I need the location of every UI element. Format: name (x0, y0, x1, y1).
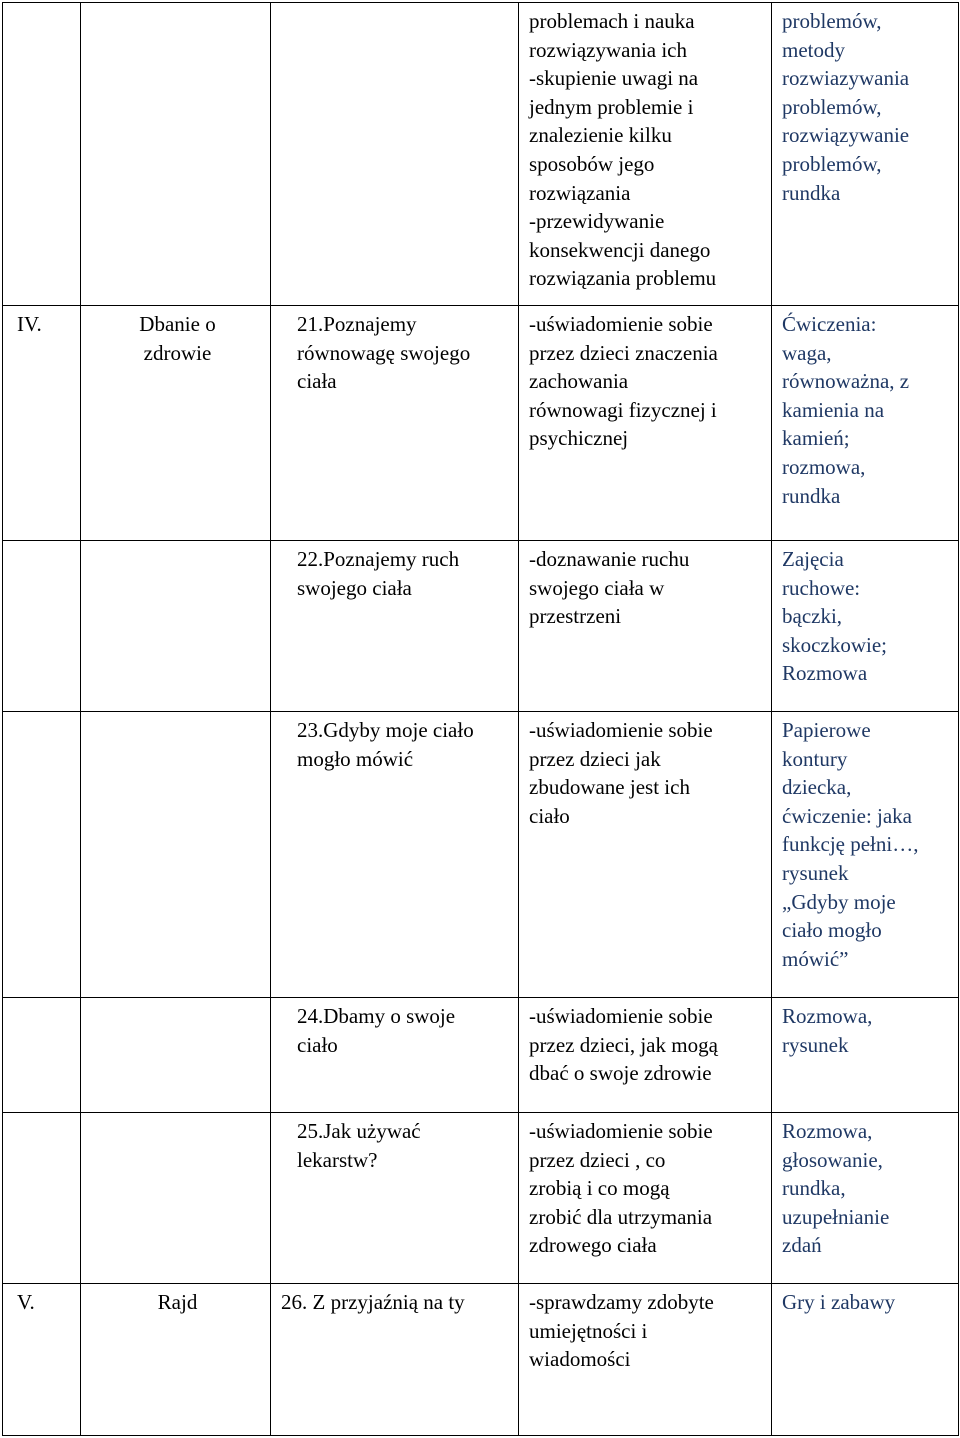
lesson-topic-cell (271, 1284, 519, 1436)
cell-text-line: Rozmowa, (782, 1004, 873, 1028)
cell-text-line: Ćwiczenia: (782, 312, 877, 336)
cell-text-line: -przewidywanie (529, 209, 665, 234)
cell-text-line: przez dzieci , co (529, 1147, 666, 1172)
lesson-goal-cell (519, 3, 772, 306)
cell-text-line: kamień; (782, 426, 850, 451)
table-row (3, 1284, 959, 1436)
cell-text-line: Papierowe (782, 718, 871, 742)
lesson-topic-cell (271, 1113, 519, 1284)
table-row (3, 712, 959, 998)
cell-text-line: rozwiązywania ich (529, 37, 688, 62)
cell-text-line: funkcję pełni…, (782, 832, 919, 857)
cell-text-line: rundka (782, 180, 841, 205)
lesson-method-cell (772, 541, 959, 712)
cell-text-line: -uświadomienie sobie (529, 312, 713, 336)
cell-text-line: IV. (17, 312, 42, 336)
thematic-block-cell (81, 998, 271, 1113)
cell-text-line: Rozmowa, (782, 1119, 873, 1143)
cell-text-line: konsekwencji danego (529, 237, 711, 262)
cell-text-line: swojego ciała (297, 575, 412, 600)
lesson-method-cell (772, 306, 959, 541)
cell-text-line: Rajd (157, 1290, 198, 1314)
lesson-goal-cell (519, 541, 772, 712)
cell-text-line: problemów, (782, 151, 882, 176)
cell-text-line: dbać o swoje zdrowie (529, 1061, 712, 1086)
lesson-goal-cell (519, 306, 772, 541)
lesson-method-cell (772, 712, 959, 998)
cell-text-line: przez dzieci znaczenia (529, 340, 718, 365)
cell-text-line: przez dzieci jak (529, 746, 661, 771)
cell-text-line: rozwiazywania (782, 66, 910, 91)
cell-text-line: przestrzeni (529, 604, 622, 629)
lesson-goal-cell (519, 712, 772, 998)
cell-text-line: problemach i nauka (529, 9, 695, 33)
cell-text-line: 26. Z przyjaźnią na ty (281, 1290, 465, 1314)
cell-text-line: rozwiązywanie (782, 123, 910, 148)
cell-text-line: 23.Gdyby moje ciało (297, 718, 474, 742)
section-number-cell (3, 998, 81, 1113)
lesson-topic-cell (271, 998, 519, 1113)
cell-text-line: -uświadomienie sobie (529, 1119, 713, 1143)
section-number-cell (3, 712, 81, 998)
cell-text-line: psychicznej (529, 426, 629, 451)
lesson-topic-cell (271, 541, 519, 712)
cell-text-line: zachowania (529, 369, 629, 394)
cell-text-line: -uświadomienie sobie (529, 1004, 713, 1028)
cell-text-line: bączki, (782, 604, 843, 629)
section-number-cell (3, 306, 81, 541)
thematic-block-cell (81, 306, 271, 541)
cell-text-line: wiadomości (529, 1347, 631, 1372)
cell-text-line: zdrowie (143, 340, 212, 365)
cell-text-line: ciało (297, 1032, 338, 1057)
section-number-cell (3, 1113, 81, 1284)
cell-text-line: zrobić dla utrzymania (529, 1204, 713, 1229)
lesson-method-cell (772, 1113, 959, 1284)
cell-text-line: Dbanie o (139, 312, 216, 336)
thematic-block-cell (81, 3, 271, 306)
cell-text-line: Gry i zabawy (782, 1290, 896, 1314)
cell-text-line: waga, (782, 340, 832, 365)
thematic-block-cell (81, 1284, 271, 1436)
section-number-cell (3, 541, 81, 712)
thematic-block-cell (81, 712, 271, 998)
cell-text-line: 24.Dbamy o swoje (297, 1004, 456, 1028)
lesson-plan-table (2, 2, 959, 1436)
lesson-goal-cell (519, 1113, 772, 1284)
cell-text-line: sposobów jego (529, 151, 655, 176)
cell-text-line: -sprawdzamy zdobyte (529, 1290, 714, 1314)
lesson-topic-cell (271, 306, 519, 541)
cell-text-line: problemów, (782, 94, 882, 119)
lesson-goal-cell (519, 998, 772, 1113)
cell-text-line: równowagi fizycznej i (529, 397, 717, 422)
cell-text-line: 21.Poznajemy (297, 312, 417, 336)
cell-text-line: przez dzieci, jak mogą (529, 1032, 718, 1057)
lesson-method-cell (772, 998, 959, 1113)
cell-text-line: ćwiczenie: jaka (782, 803, 912, 828)
lesson-topic-cell (271, 712, 519, 998)
thematic-block-cell (81, 541, 271, 712)
cell-text-line: 25.Jak używać (297, 1119, 421, 1143)
cell-text-line: mogło mówić (297, 746, 414, 771)
table-row (3, 998, 959, 1113)
cell-text-line: rysunek (782, 1032, 849, 1057)
cell-text-line: skoczkowie; (782, 632, 887, 657)
cell-text-line: rysunek (782, 860, 849, 885)
lesson-plan-body (3, 3, 959, 1436)
cell-text-line: mówić” (782, 946, 849, 971)
cell-text-line: -skupienie uwagi na (529, 66, 699, 91)
section-number-cell (3, 3, 81, 306)
cell-text-line: zbudowane jest ich (529, 775, 690, 800)
cell-text-line: jednym problemie i (529, 94, 694, 119)
cell-text-line: rundka (782, 483, 841, 508)
table-row (3, 306, 959, 541)
lesson-method-cell (772, 1284, 959, 1436)
cell-text-line: 22.Poznajemy ruch (297, 547, 460, 571)
thematic-block-cell (81, 1113, 271, 1284)
cell-text-line: Rozmowa (782, 661, 868, 686)
cell-text-line: rozwiązania (529, 180, 631, 205)
cell-text-line: metody (782, 37, 845, 62)
lesson-goal-cell (519, 1284, 772, 1436)
lesson-method-cell (772, 3, 959, 306)
cell-text-line: -uświadomienie sobie (529, 718, 713, 742)
cell-text-line: problemów, (782, 9, 882, 33)
cell-text-line: zdań (782, 1233, 822, 1258)
cell-text-line: zdrowego ciała (529, 1233, 657, 1258)
cell-text-line: uzupełnianie (782, 1204, 890, 1229)
cell-text-line: lekarstw? (297, 1147, 378, 1172)
cell-text-line: równoważna, z (782, 369, 910, 394)
lesson-topic-cell (271, 3, 519, 306)
cell-text-line: swojego ciała w (529, 575, 665, 600)
cell-text-line: rozwiązania problemu (529, 266, 717, 291)
cell-text-line: ciała (297, 369, 337, 394)
cell-text-line: kamienia na (782, 397, 885, 422)
cell-text-line: znalezienie kilku (529, 123, 672, 148)
table-row (3, 3, 959, 306)
cell-text-line: głosowanie, (782, 1147, 883, 1172)
cell-text-line: równowagę swojego (297, 340, 471, 365)
section-number-cell (3, 1284, 81, 1436)
cell-text-line: dziecka, (782, 775, 852, 800)
cell-text-line: zrobią i co mogą (529, 1176, 670, 1201)
cell-text-line: rundka, (782, 1176, 846, 1201)
cell-text-line: Zajęcia (782, 547, 844, 571)
cell-text-line: ciało (529, 803, 570, 828)
cell-text-line: ruchowe: (782, 575, 861, 600)
cell-text-line: rozmowa, (782, 454, 866, 479)
table-row (3, 1113, 959, 1284)
table-row (3, 541, 959, 712)
cell-text-line: umiejętności i (529, 1318, 648, 1343)
cell-text-line: -doznawanie ruchu (529, 547, 690, 571)
cell-text-line: V. (17, 1290, 35, 1314)
cell-text-line: kontury (782, 746, 848, 771)
cell-text-line: ciało mogło (782, 918, 882, 943)
cell-text-line: „Gdyby moje (782, 889, 896, 914)
